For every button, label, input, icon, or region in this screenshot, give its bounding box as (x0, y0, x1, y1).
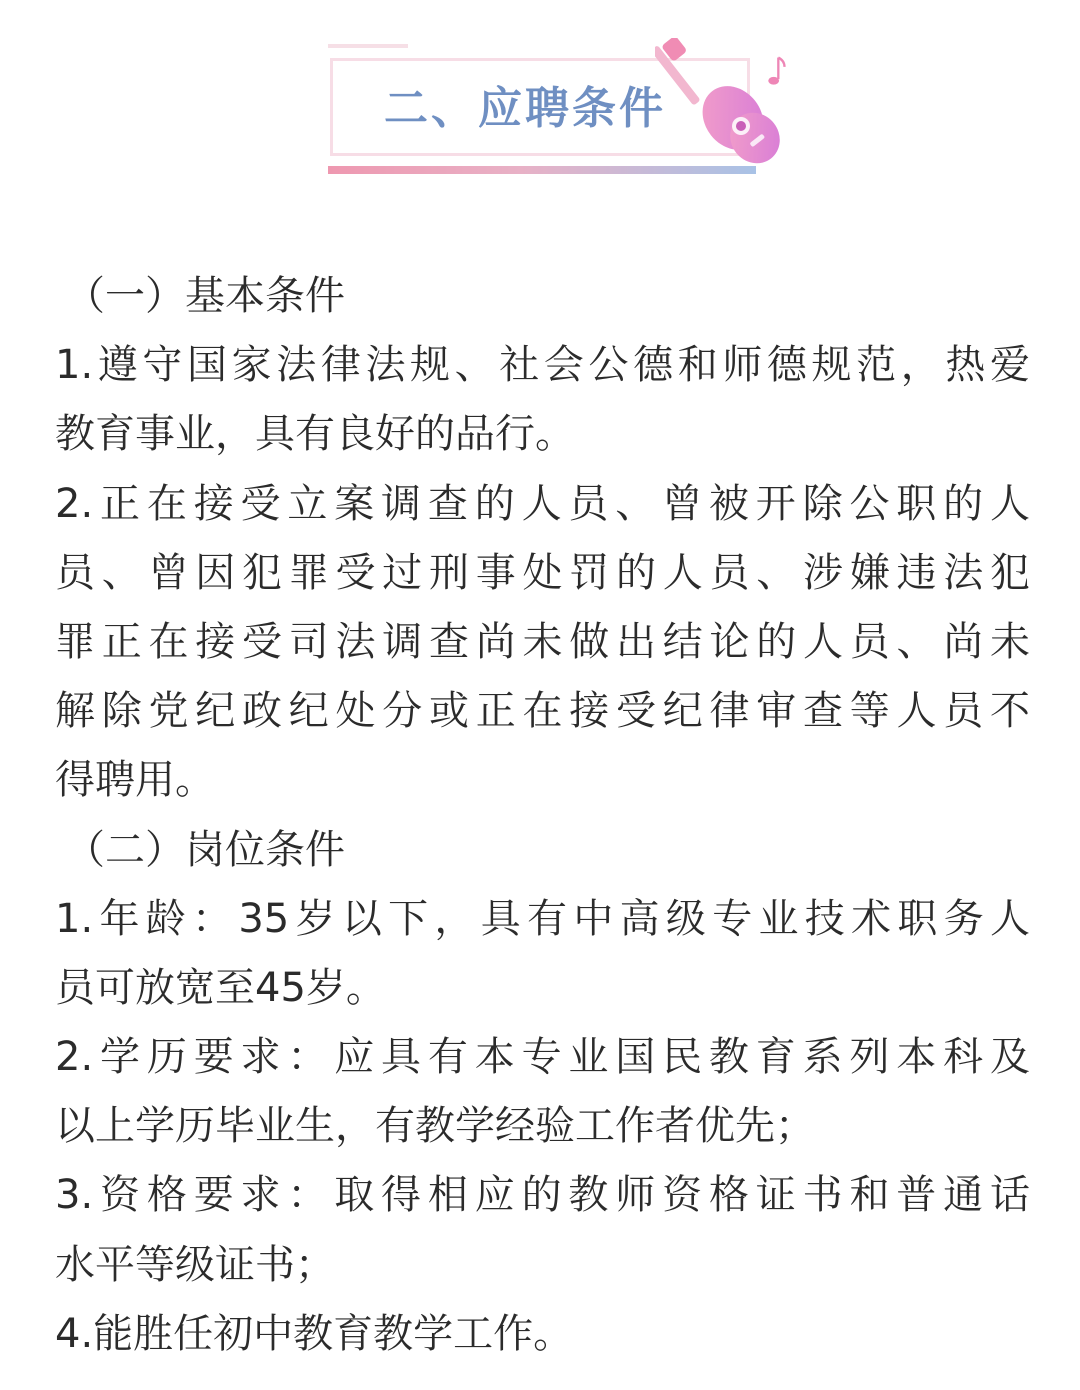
music-note-icon (764, 56, 788, 90)
paragraph-line: 1.遵守国家法律法规、社会公德和师德规范，热爱 (55, 342, 1030, 389)
paragraph-line: 解除党纪政纪处分或正在接受纪律审查等人员不 (55, 688, 1030, 735)
section-title: 二、应聘条件 (384, 83, 666, 134)
conditions-body (55, 262, 1030, 1369)
paragraph-line: 得聘用。 (55, 757, 215, 804)
paragraph-line: 2.正在接受立案调查的人员、曾被开除公职的人 (55, 480, 1030, 527)
paragraph-line: 以上学历毕业生，有教学经验工作者优先； (55, 1103, 815, 1150)
subheading-basic-conditions: （一）基本条件 (65, 273, 345, 319)
subheading-position-conditions: （二）岗位条件 (65, 826, 345, 873)
paragraph-line: 员可放宽至45岁。 (55, 964, 386, 1011)
paragraph-line: 水平等级证书； (55, 1241, 335, 1288)
paragraph-line: 教育事业，具有良好的品行。 (55, 411, 575, 458)
paragraph-line: 罪正在接受司法调查尚未做出结论的人员、尚未 (55, 618, 1030, 665)
header-top-line (328, 44, 408, 48)
paragraph-line: 1.年龄：35岁以下，具有中高级专业技术职务人 (55, 895, 1030, 942)
paragraph-line: 4.能胜任初中教育教学工作。 (55, 1310, 574, 1357)
paragraph-line: 3.资格要求：取得相应的教师资格证书和普通话 (55, 1172, 1030, 1219)
section-header (0, 0, 1080, 200)
paragraph-line: 员、曾因犯罪受过刑事处罚的人员、涉嫌违法犯 (55, 549, 1030, 596)
paragraph-line: 2.学历要求：应具有本专业国民教育系列本科及 (55, 1034, 1030, 1081)
